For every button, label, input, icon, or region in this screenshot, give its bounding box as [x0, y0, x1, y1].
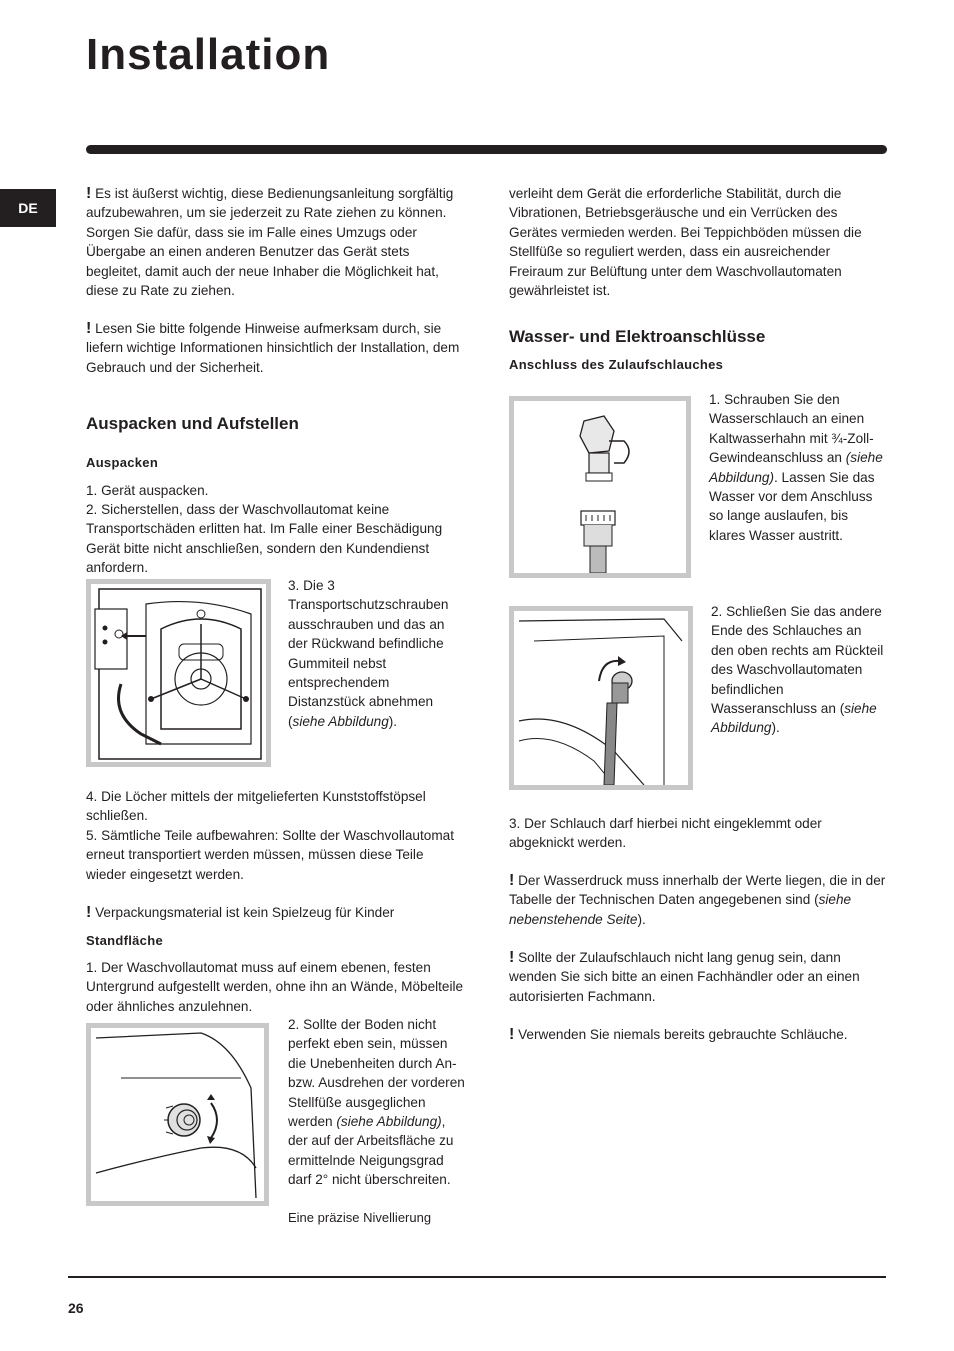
figure-water-tap [509, 396, 691, 578]
page-title: Installation [86, 30, 331, 79]
washer-rear-illustration [91, 584, 266, 762]
step-3: 3. Die 3 Transportschutzschrauben ausschrauben und das an der Rückwand befindliche Gummiteil nebst entsprechendem Distanzstück abnehmen (siehe Abbildung). [288, 578, 449, 729]
warning-icon: ! [86, 904, 92, 921]
leveling-foot-illustration [91, 1028, 264, 1201]
tap-hose-illustration [514, 401, 686, 573]
warning-icon: ! [509, 872, 515, 889]
intro-paragraph-1: ! Es ist äußerst wichtig, diese Bedienungsanleitung sorgfältig aufzubewahren, um sie jederzeit zu Rate ziehen zu können. Sorgen Sie dafür, dass sie im Falle eines Umzugs oder Übergabe an einen anderen Benutzer das Gerät stets begleitet, damit auch der neue Inhaber die Möglichkeit hat, diese zu Rate zu ziehen. [86, 185, 454, 299]
footer-rule [68, 1276, 886, 1278]
language-tab: DE [0, 189, 56, 227]
heading-auspacken-aufstellen: Auspacken und Aufstellen [86, 414, 299, 433]
subheading-zulauf: Anschluss des Zulaufschlauches [509, 357, 724, 372]
warning-icon: ! [509, 1026, 515, 1043]
warning-packing: ! Verpackungsmaterial ist kein Spielzeug für Kinder [86, 904, 395, 921]
subheading-auspacken: Auspacken [86, 455, 159, 470]
stand-1: 1. Der Waschvollautomat muss auf einem ebenen, festen Untergrund aufgestellt werden, ohne ihn an Wände, Möbelteile oder ähnliches anzulehnen. [86, 960, 464, 1014]
title-rule [86, 145, 887, 154]
heading-wasser-elektro: Wasser- und Elektroanschlüsse [509, 327, 766, 346]
zulauf-step-2: 2. Schließen Sie das andere Ende des Schlauches an den oben rechts am Rückteil des Waschvollautomaten befindlichen Wasseranschluss an (siehe Abbildung). [711, 604, 884, 736]
continuation-paragraph: verleiht dem Gerät die erforderliche Stabilität, durch die Vibrationen, Betriebsgeräusche und ein Verrücken des Gerätes vermieden werden. Bei Teppichböden müssen die Stellfüße so reguliert werden, dass ein ausreichender Freiraum zur Belüftung unter dem Waschvollautomaten gewährleistet ist. [509, 186, 862, 299]
figure-hose-connection [509, 606, 693, 790]
page-number: 26 [68, 1300, 84, 1316]
hose-connection-illustration [514, 611, 688, 785]
step-2: 2. Sicherstellen, dass der Waschvollautomat keine Transportschäden erlitten hat. Im Falle einer Beschädigung Gerät bitte nicht anschließen, sondern den Kundendienst anfordern. [86, 502, 443, 576]
warning-icon: ! [86, 320, 92, 337]
stand-2-continued: Eine präzise Nivellierung [288, 1210, 432, 1225]
steps-4-5: 4. Die Löcher mittels der mitgelieferten Kunststoffstöpsel schließen. 5. Sämtliche Teile aufbewahren: Sollte der Waschvollautomat erneut transportiert werden müssen, müssen diese Teile wieder eingesetzt werden. [86, 789, 454, 882]
zulauf-step-3: 3. Der Schlauch darf hierbei nicht eingeklemmt oder abgeknickt werden. [509, 816, 822, 851]
step-1: 1. Gerät auspacken. [86, 483, 209, 498]
subheading-standflaeche: Standfläche [86, 933, 163, 948]
figure-transport-screws [86, 579, 271, 767]
warning-hose-length: ! Sollte der Zulaufschlauch nicht lang genug sein, dann wenden Sie sich bitte an einen Fachhändler oder an einen autorisierten Fachmann. [509, 949, 860, 1004]
figure-leveling-feet [86, 1023, 269, 1206]
intro-paragraph-2: ! Lesen Sie bitte folgende Hinweise aufmerksam durch, sie liefern wichtige Informationen hinsichtlich der Installation, dem Gebrauch und der Sicherheit. [86, 320, 460, 375]
warning-icon: ! [86, 185, 92, 202]
warning-water-pressure: ! Der Wasserdruck muss innerhalb der Werte liegen, die in der Tabelle der Technischen Daten angegebenen sind (siehe nebenstehende Seite). [509, 872, 886, 927]
warning-icon: ! [509, 949, 515, 966]
zulauf-step-1: 1. Schrauben Sie den Wasserschlauch an einen Kaltwasserhahn mit ¾-Zoll-Gewindeanschluss an (siehe Abbildung). Lassen Sie das Wasser vor dem Anschluss so lange auslaufen, bis klares Wasser austritt. [709, 392, 883, 543]
warning-used-hoses: ! Verwenden Sie niemals bereits gebrauchte Schläuche. [509, 1026, 848, 1043]
stand-2: 2. Sollte der Boden nicht perfekt eben sein, müssen die Unebenheiten durch An- bzw. Ausdrehen der vorderen Stellfüße ausgeglichen werden (siehe Abbildung), der auf der Arbeitsfläche zu ermittelnde Neigungsgrad darf 2° nicht überschreiten. [288, 1017, 465, 1188]
